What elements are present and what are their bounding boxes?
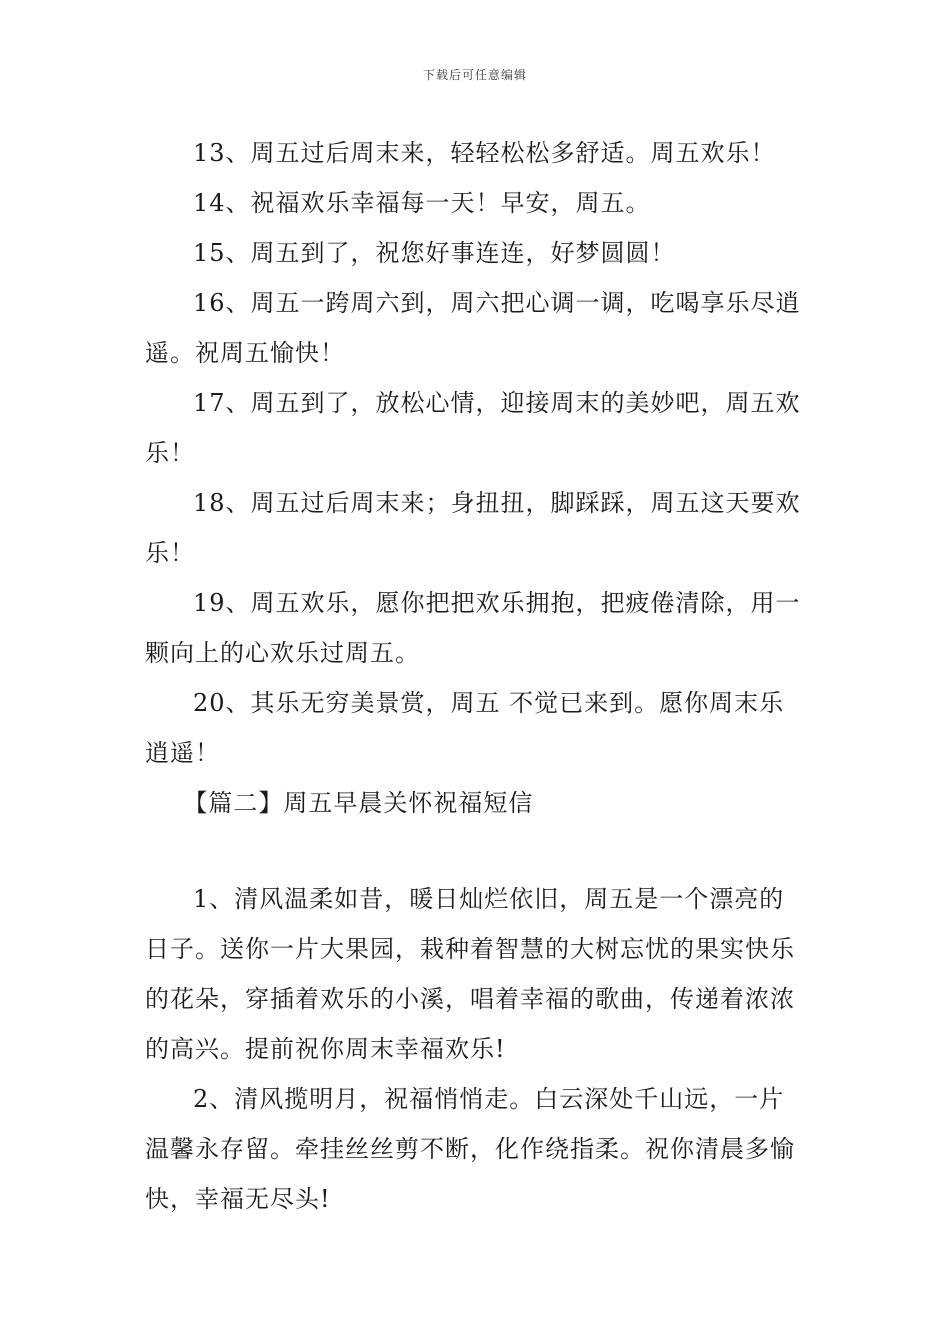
list-item: 13、周五过后周末来，轻轻松松多舒适。周五欢乐！ — [193, 139, 776, 167]
list-item: 14、祝福欢乐幸福每一天！早安，周五。 — [193, 189, 651, 217]
list-item: 17、周五到了，放松心情，迎接周末的美妙吧，周五欢乐！ — [145, 389, 801, 467]
list-item: 16、周五一跨周六到，周六把心调一调，吃喝享乐尽逍遥。祝周五愉快！ — [145, 289, 801, 367]
list-item: 18、周五过后周末来；身扭扭，脚踩踩，周五这天要欢乐！ — [145, 489, 801, 567]
document-body — [145, 128, 807, 1224]
section-spacer — [145, 828, 807, 874]
page-header: 下载后可任意编辑 — [422, 68, 527, 82]
list-item: 19、周五欢乐，愿你把把欢乐拥抱，把疲倦清除，用一颗向上的心欢乐过周五。 — [145, 589, 801, 667]
list-item: 15、周五到了，祝您好事连连，好梦圆圆！ — [193, 239, 676, 267]
section-title: 【篇二】周五早晨关怀祝福短信 — [183, 789, 534, 817]
list-item: 20、其乐无穷美景赏，周五 不觉已来到。愿你周末乐逍遥！ — [145, 689, 785, 767]
list-item: 1、清风温柔如昔，暖日灿烂依旧，周五是一个漂亮的日子。送你一片大果园，栽种着智慧的大树忘忧的果实快乐的花朵，穿插着欢乐的小溪，唱着幸福的歌曲，传递着浓浓的高兴。提前祝你周末幸福欢乐! — [145, 885, 795, 1063]
list-item: 2、清风揽明月，祝福悄悄走。白云深处千山远，一片温馨永存留。牵挂丝丝剪不断，化作绕指柔。祝你清晨多愉快，幸福无尽头! — [145, 1085, 795, 1213]
